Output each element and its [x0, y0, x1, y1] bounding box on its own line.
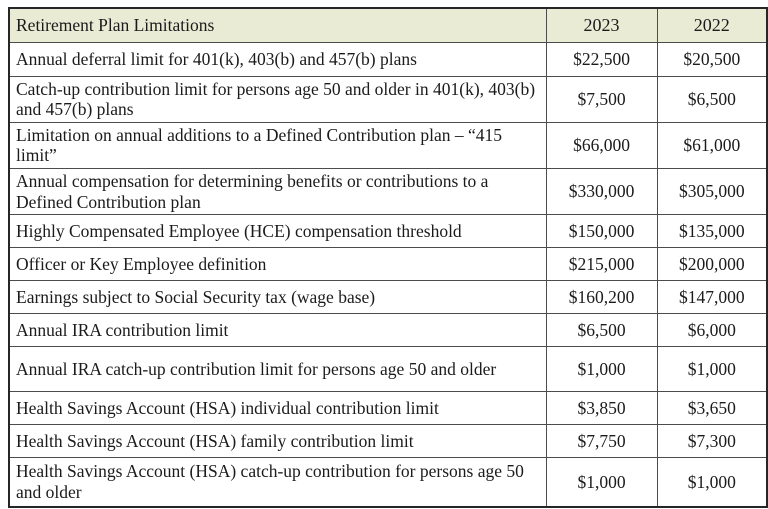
row-label: Annual IRA contribution limit	[9, 314, 546, 347]
table-row	[9, 169, 767, 215]
value-2023: $66,000	[546, 122, 657, 168]
value-2022: $6,000	[657, 314, 767, 347]
row-label: Officer or Key Employee definition	[9, 248, 546, 281]
value-2023: $150,000	[546, 215, 657, 248]
column-header-2022: 2022	[657, 8, 767, 42]
row-label: Health Savings Account (HSA) family contribution limit	[9, 425, 546, 458]
value-2023: $330,000	[546, 169, 657, 215]
table-row	[9, 76, 767, 122]
row-label: Earnings subject to Social Security tax (wage base)	[9, 281, 546, 314]
table-row	[9, 425, 767, 458]
table-row	[9, 215, 767, 248]
value-2023: $160,200	[546, 281, 657, 314]
value-2023: $1,000	[546, 347, 657, 392]
table-row	[9, 122, 767, 168]
value-2023: $7,500	[546, 76, 657, 122]
value-2022: $20,500	[657, 42, 767, 76]
row-label: Health Savings Account (HSA) individual contribution limit	[9, 392, 546, 425]
table-title: Retirement Plan Limitations	[9, 8, 546, 42]
table-row	[9, 347, 767, 392]
table-row	[9, 314, 767, 347]
value-2022: $7,300	[657, 425, 767, 458]
row-label: Highly Compensated Employee (HCE) compensation threshold	[9, 215, 546, 248]
row-label: Annual IRA catch-up contribution limit for persons age 50 and older	[9, 347, 546, 392]
row-label: Annual deferral limit for 401(k), 403(b) and 457(b) plans	[9, 42, 546, 76]
value-2022: $3,650	[657, 392, 767, 425]
value-2022: $135,000	[657, 215, 767, 248]
value-2022: $1,000	[657, 347, 767, 392]
value-2023: $22,500	[546, 42, 657, 76]
retirement-limits-table	[8, 7, 768, 508]
column-header-2023: 2023	[546, 8, 657, 42]
table-row	[9, 42, 767, 76]
value-2022: $6,500	[657, 76, 767, 122]
value-2022: $61,000	[657, 122, 767, 168]
value-2023: $1,000	[546, 458, 657, 507]
value-2023: $6,500	[546, 314, 657, 347]
table-header-row	[9, 8, 767, 42]
value-2023: $3,850	[546, 392, 657, 425]
table-row	[9, 458, 767, 507]
row-label: Health Savings Account (HSA) catch-up contribution for persons age 50 and older	[9, 458, 546, 507]
value-2022: $1,000	[657, 458, 767, 507]
value-2022: $305,000	[657, 169, 767, 215]
value-2022: $200,000	[657, 248, 767, 281]
row-label: Annual compensation for determining benefits or contributions to a Defined Contribution plan	[9, 169, 546, 215]
value-2023: $215,000	[546, 248, 657, 281]
table-row	[9, 248, 767, 281]
row-label: Limitation on annual additions to a Defined Contribution plan – “415 limit”	[9, 122, 546, 168]
table-row	[9, 281, 767, 314]
value-2023: $7,750	[546, 425, 657, 458]
table-row	[9, 392, 767, 425]
value-2022: $147,000	[657, 281, 767, 314]
row-label: Catch-up contribution limit for persons age 50 and older in 401(k), 403(b) and 457(b) plans	[9, 76, 546, 122]
